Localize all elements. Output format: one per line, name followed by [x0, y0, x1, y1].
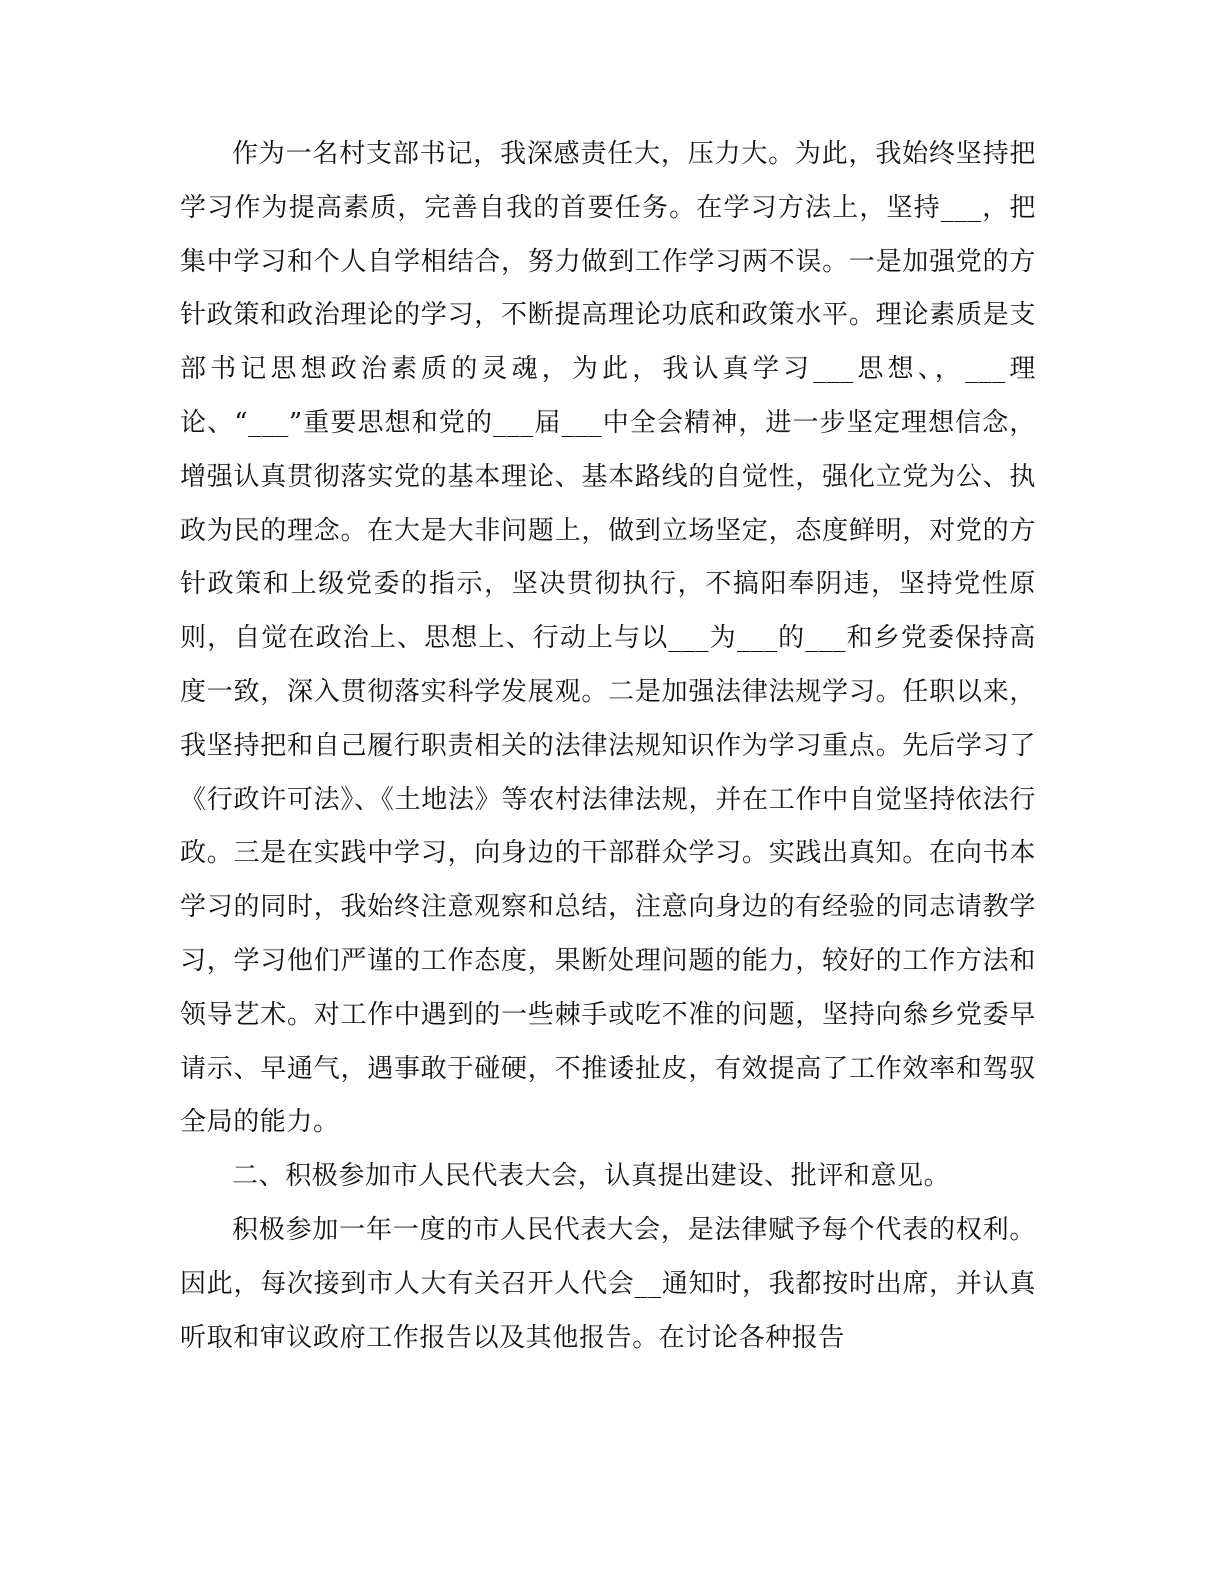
paragraph-study: 作为一名村支部书记，我深感责任大，压力大。为此，我始终坚持把学习作为提高素质，完善自我的首要任务。在学习方法上，坚持___，把集中学习和个人自学相结合，努力做到工作学习两不误。一是加强党的方针政策和政治理论的学习，不断提高理论功底和政策水平。理论素质是支部书记思想政治素质的灵魂，为此，我认真学习___思想、，___理论、“___”重要思想和党的___届___中全会精神，进一步坚定理想信念，增强认真贯彻落实党的基本理论、基本路线的自觉性，强化立党为公、执政为民的理念。在大是大非问题上，做到立场坚定，态度鲜明，对党的方针政策和上级党委的指示，坚决贯彻执行，不搞阳奉阴违，坚持党性原则，自觉在政治上、思想上、行动上与以___为___的___和乡党委保持高度一致，深入贯彻落实科学发展观。二是加强法律法规学习。任职以来，我坚持把和自己履行职责相关的法律法规知识作为学习重点。先后学习了《行政许可法》、《土地法》等农村法律法规，并在工作中自觉坚持依法行政。三是在实践中学习，向身边的干部群众学习。实践出真知。在向书本学习的同时，我始终注意观察和总结，注意向身边的有经验的同志请教学习，学习他们严谨的工作态度，果断处理问题的能力，较好的工作方法和领导艺术。对工作中遇到的一些棘手或吃不准的问题，坚持向叅乡党委早请示、早通气，遇事敢于碰硬，不推诿扯皮，有效提高了工作效率和驾驭全局的能力。 [180, 139, 1036, 1138]
paragraph-congress: 积极参加一年一度的市人民代表大会，是法律赋予每个代表的权利。因此，每次接到市人大有关召开人代会__通知时，我都按时出席，并认真听取和审议政府工作报告以及其他报告。在讨论各种报告 [180, 1214, 1036, 1353]
document-body [180, 128, 1036, 1365]
section-heading-congress: 二、积极参加市人民代表大会，认真提出建设、批评和意见。 [232, 1161, 951, 1192]
